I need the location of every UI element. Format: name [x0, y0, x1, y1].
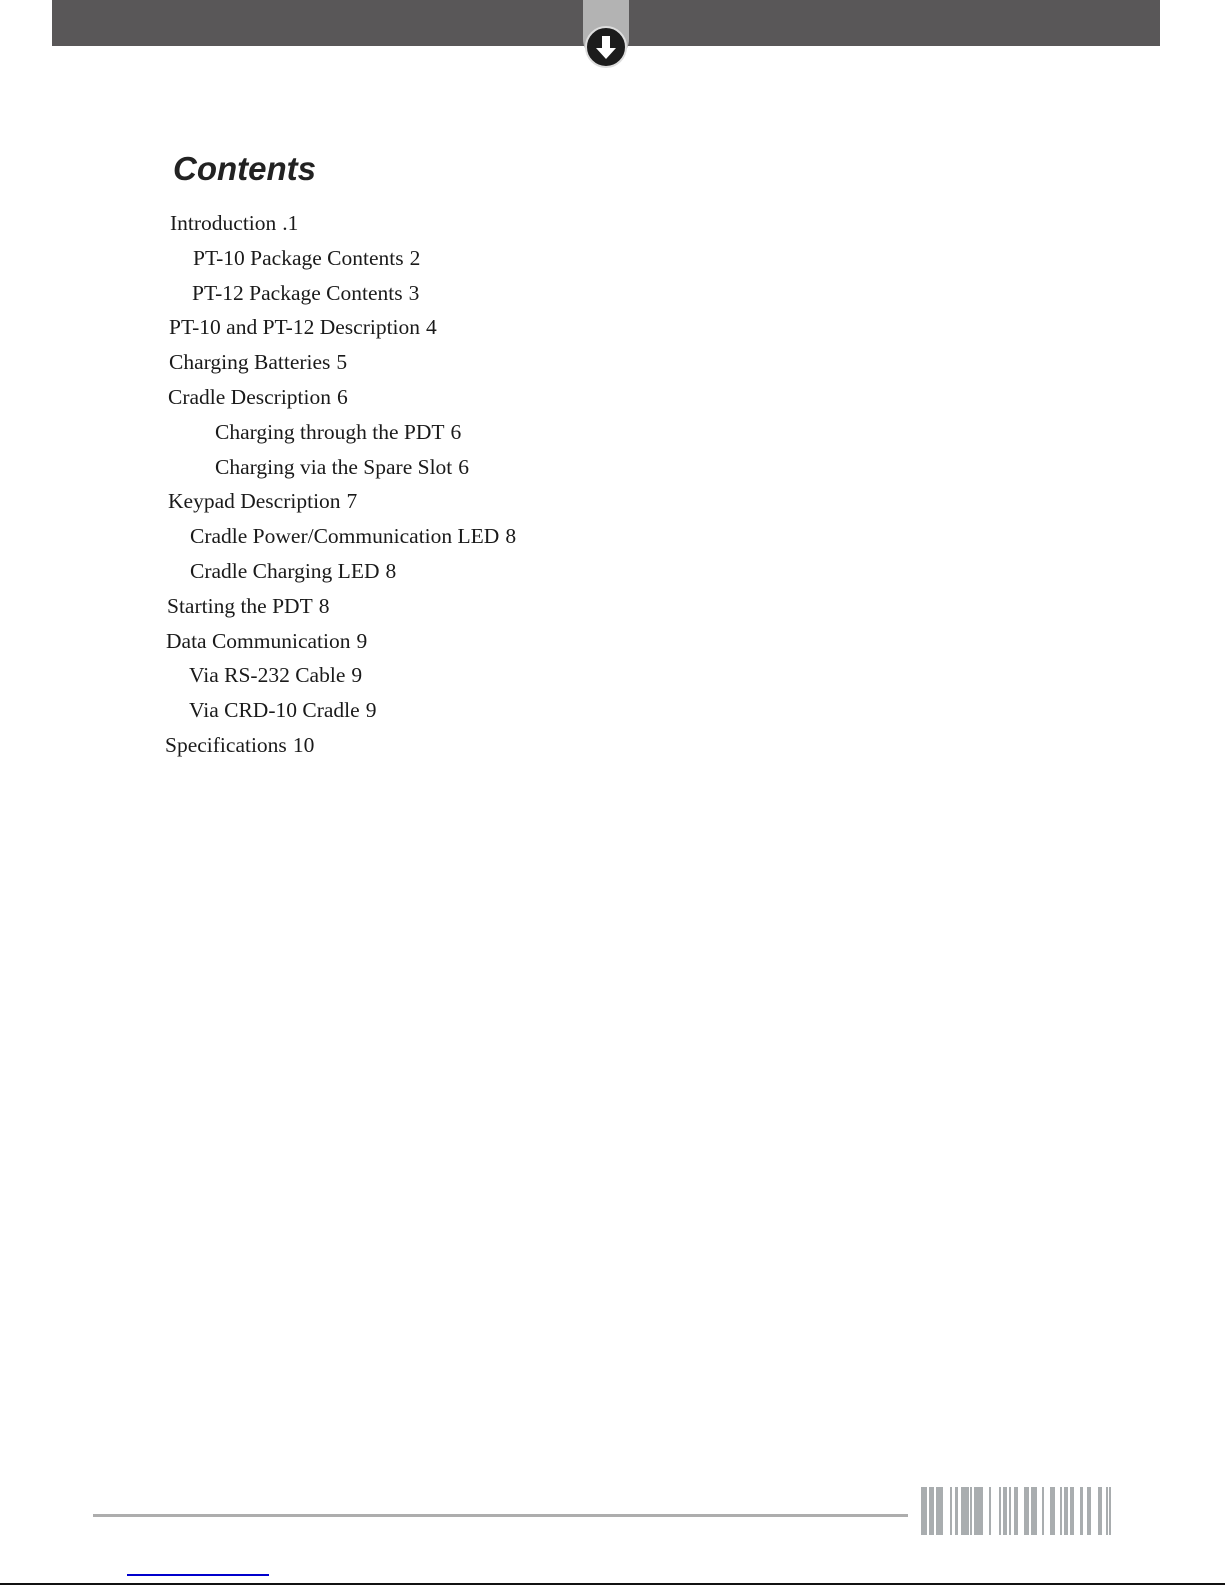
toc-entry-page: .1	[282, 211, 299, 235]
toc-entry-page: 8	[318, 593, 330, 618]
barcode-bar	[1060, 1487, 1062, 1535]
toc-entry-label: Via RS-232 Cable	[189, 663, 346, 688]
toc-entry-label: Starting the PDT	[167, 593, 313, 618]
barcode-bar	[989, 1487, 991, 1535]
barcode-bar	[1109, 1487, 1111, 1535]
toc-entry-page: 8	[385, 559, 397, 583]
barcode-bar	[1106, 1487, 1108, 1535]
barcode-bar	[1014, 1487, 1018, 1535]
toc-entry-label: PT-12 Package Contents	[192, 280, 403, 305]
toc-entry-page: 7	[346, 489, 358, 514]
toc-entry-page: 10	[292, 733, 315, 757]
toc-entry-page: 2	[409, 245, 421, 270]
barcode-decoration	[921, 1487, 1111, 1535]
toc-entry-page: 4	[426, 315, 437, 340]
barcode-bar	[950, 1487, 952, 1535]
toc-entry-page: 8	[505, 524, 517, 549]
barcode-bar	[936, 1487, 943, 1535]
toc-entry-page: 9	[351, 663, 363, 688]
barcode-bar	[1087, 1487, 1091, 1535]
barcode-bar	[961, 1487, 969, 1535]
toc-entry-label: Keypad Description	[168, 489, 341, 514]
link-underline	[127, 1574, 269, 1576]
barcode-bar	[1050, 1487, 1055, 1535]
barcode-bar	[974, 1487, 983, 1535]
toc-entry-label: PT-10 and PT-12 Description	[169, 315, 421, 340]
barcode-bar	[1024, 1487, 1029, 1535]
barcode-bar	[1003, 1487, 1007, 1535]
toc-entry-label: PT-10 Package Contents	[193, 245, 404, 270]
barcode-bar	[1064, 1487, 1068, 1535]
barcode-bar	[929, 1487, 934, 1535]
toc-entry-label: Introduction	[170, 211, 277, 235]
barcode-bar	[921, 1487, 927, 1535]
toc-entry-label: Cradle Description	[168, 385, 331, 409]
toc-entry-page: 6	[458, 454, 470, 479]
footer-line	[93, 1514, 908, 1517]
toc-entry-label: Via CRD-10 Cradle	[189, 698, 360, 723]
barcode-bar	[1098, 1487, 1102, 1535]
barcode-bar	[955, 1487, 958, 1535]
toc-entry-page: 3	[408, 280, 420, 305]
page-title: Contents	[173, 150, 316, 187]
toc-entry-page: 9	[365, 698, 377, 723]
toc-entry-label: Charging via the Spare Slot	[215, 454, 453, 479]
barcode-bar	[1031, 1487, 1037, 1535]
toc-entry-page: 6	[337, 385, 348, 409]
toc-entry-label: Charging through the PDT	[215, 419, 445, 444]
toc-entry-label: Data Communication	[166, 628, 351, 653]
toc-entry-label: Cradle Power/Communication LED	[190, 524, 500, 549]
toc-entry-label: Charging Batteries	[169, 350, 331, 375]
toc-entry-page: 9	[356, 628, 368, 653]
toc-entry-page: 6	[450, 419, 462, 444]
toc-entry-label: Specifications	[165, 733, 287, 757]
barcode-bar	[1042, 1487, 1044, 1535]
toc-entry-label: Cradle Charging LED	[190, 559, 380, 583]
barcode-bar	[970, 1487, 972, 1535]
barcode-bar	[1009, 1487, 1011, 1535]
down-arrow-icon	[585, 26, 627, 68]
toc-entry-page: 5	[336, 350, 348, 375]
barcode-bar	[1070, 1487, 1074, 1535]
barcode-bar	[999, 1487, 1001, 1535]
barcode-bar	[1080, 1487, 1083, 1535]
